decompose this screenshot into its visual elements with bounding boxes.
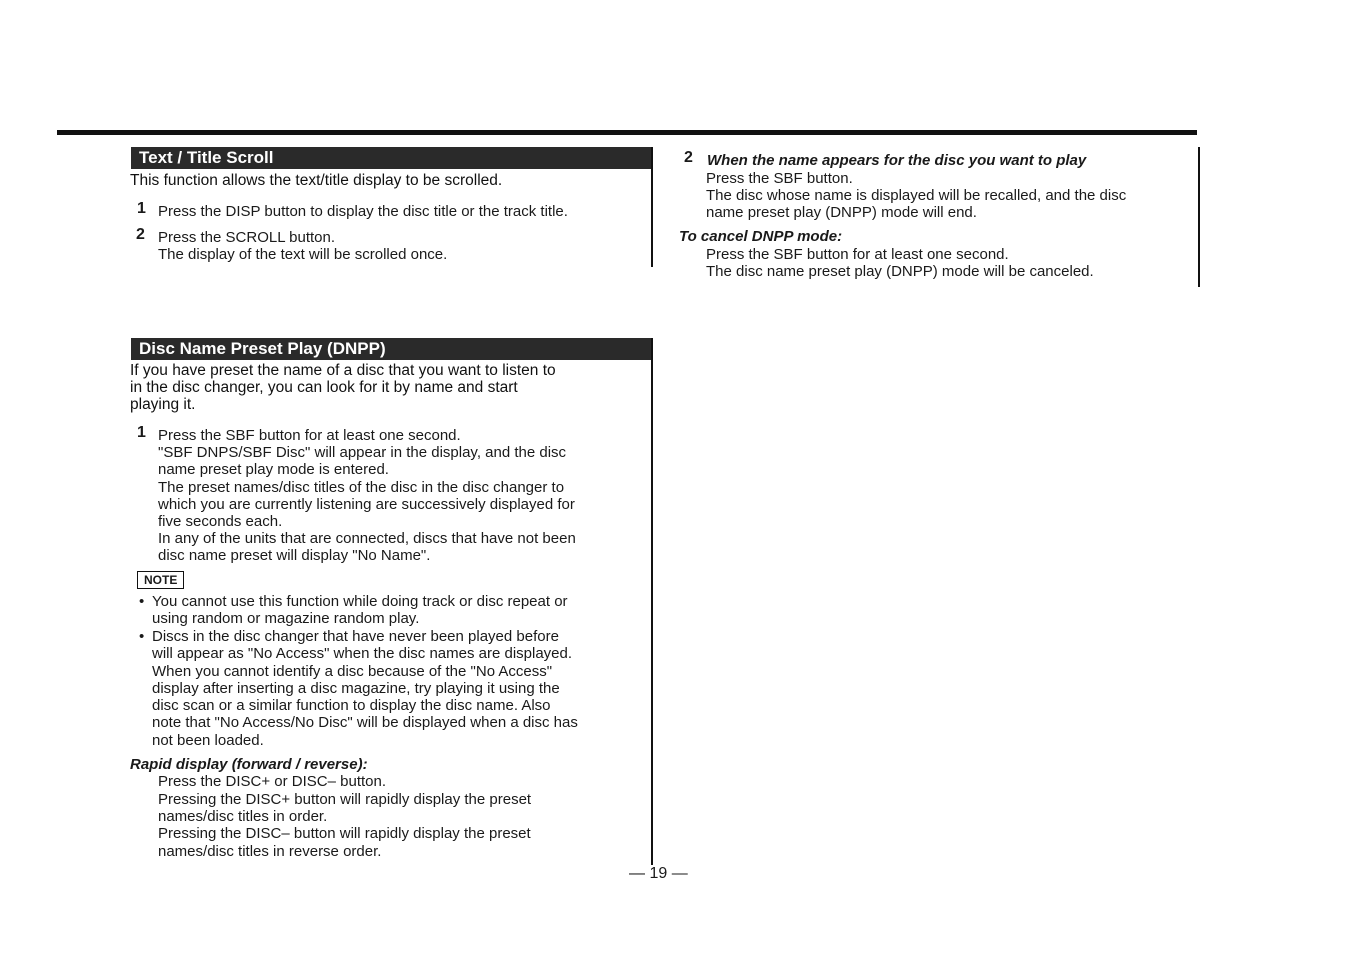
section-intro: If you have preset the name of a disc that you want to listen to in the disc changer, you can look for it by name and start playing it.	[130, 362, 556, 413]
section-intro: This function allows the text/title display to be scrolled.	[130, 172, 503, 189]
step-heading: When the name appears for the disc you want to play	[707, 152, 1087, 169]
note-item: You cannot use this function while doing track or disc repeat or using random or magazine random play.	[152, 593, 568, 628]
step-text: Press the SBF button. The disc whose name is displayed will be recalled, and the disc name preset play (DNPP) mode will end.	[706, 170, 1127, 222]
column-rule	[651, 147, 653, 267]
subheading-cancel-dnpp: To cancel DNPP mode:	[679, 228, 843, 245]
step-text: Press the SBF button for at least one second. "SBF DNPS/SBF Disc" will appear in the display, and the disc name preset play mode is entered. The preset names/disc titles of the disc in the disc changer to which you are currently listening are successively displayed for five seconds each. In any of the units that are connected, discs that have not been disc name preset will display "No Name".	[158, 427, 576, 565]
subheading-rapid-display: Rapid display (forward / reverse):	[130, 756, 368, 773]
rapid-text-line1: Press the DISC+ or DISC– button.	[158, 773, 387, 790]
column-rule	[651, 338, 653, 865]
note-label: NOTE	[137, 571, 184, 589]
step-number: 2	[136, 226, 145, 243]
top-rule	[57, 130, 1197, 135]
step-number: 2	[684, 149, 693, 166]
note-item: Discs in the disc changer that have never been played before will appear as "No Access" when the disc names are displayed. When you cannot identify a disc because of the "No Access" display after inserting a disc magazine, try playing it using the disc scan or a similar function to display the disc name. Also note that "No Access/No Disc" will be displayed when a disc has not been loaded.	[152, 628, 578, 749]
step-number: 1	[137, 200, 146, 217]
section-heading-dnpp: Disc Name Preset Play (DNPP)	[131, 338, 652, 360]
bullet-dot: •	[139, 593, 145, 610]
page-number: — 19 —	[629, 865, 688, 882]
rapid-text: Pressing the DISC+ button will rapidly display the preset names/disc titles in order. Pressing the DISC– button will rapidly display the preset names/disc titles in reverse order.	[158, 791, 532, 860]
step-text: Press the SCROLL button. The display of the text will be scrolled once.	[158, 229, 448, 264]
cancel-text: Press the SBF button for at least one second. The disc name preset play (DNPP) mode will be canceled.	[706, 246, 1094, 281]
step-text: Press the DISP button to display the disc title or the track title.	[158, 203, 568, 220]
section-heading-text-title-scroll: Text / Title Scroll	[131, 147, 652, 169]
bullet-dot: •	[139, 628, 145, 645]
step-number: 1	[137, 424, 146, 441]
column-rule	[1198, 147, 1200, 287]
